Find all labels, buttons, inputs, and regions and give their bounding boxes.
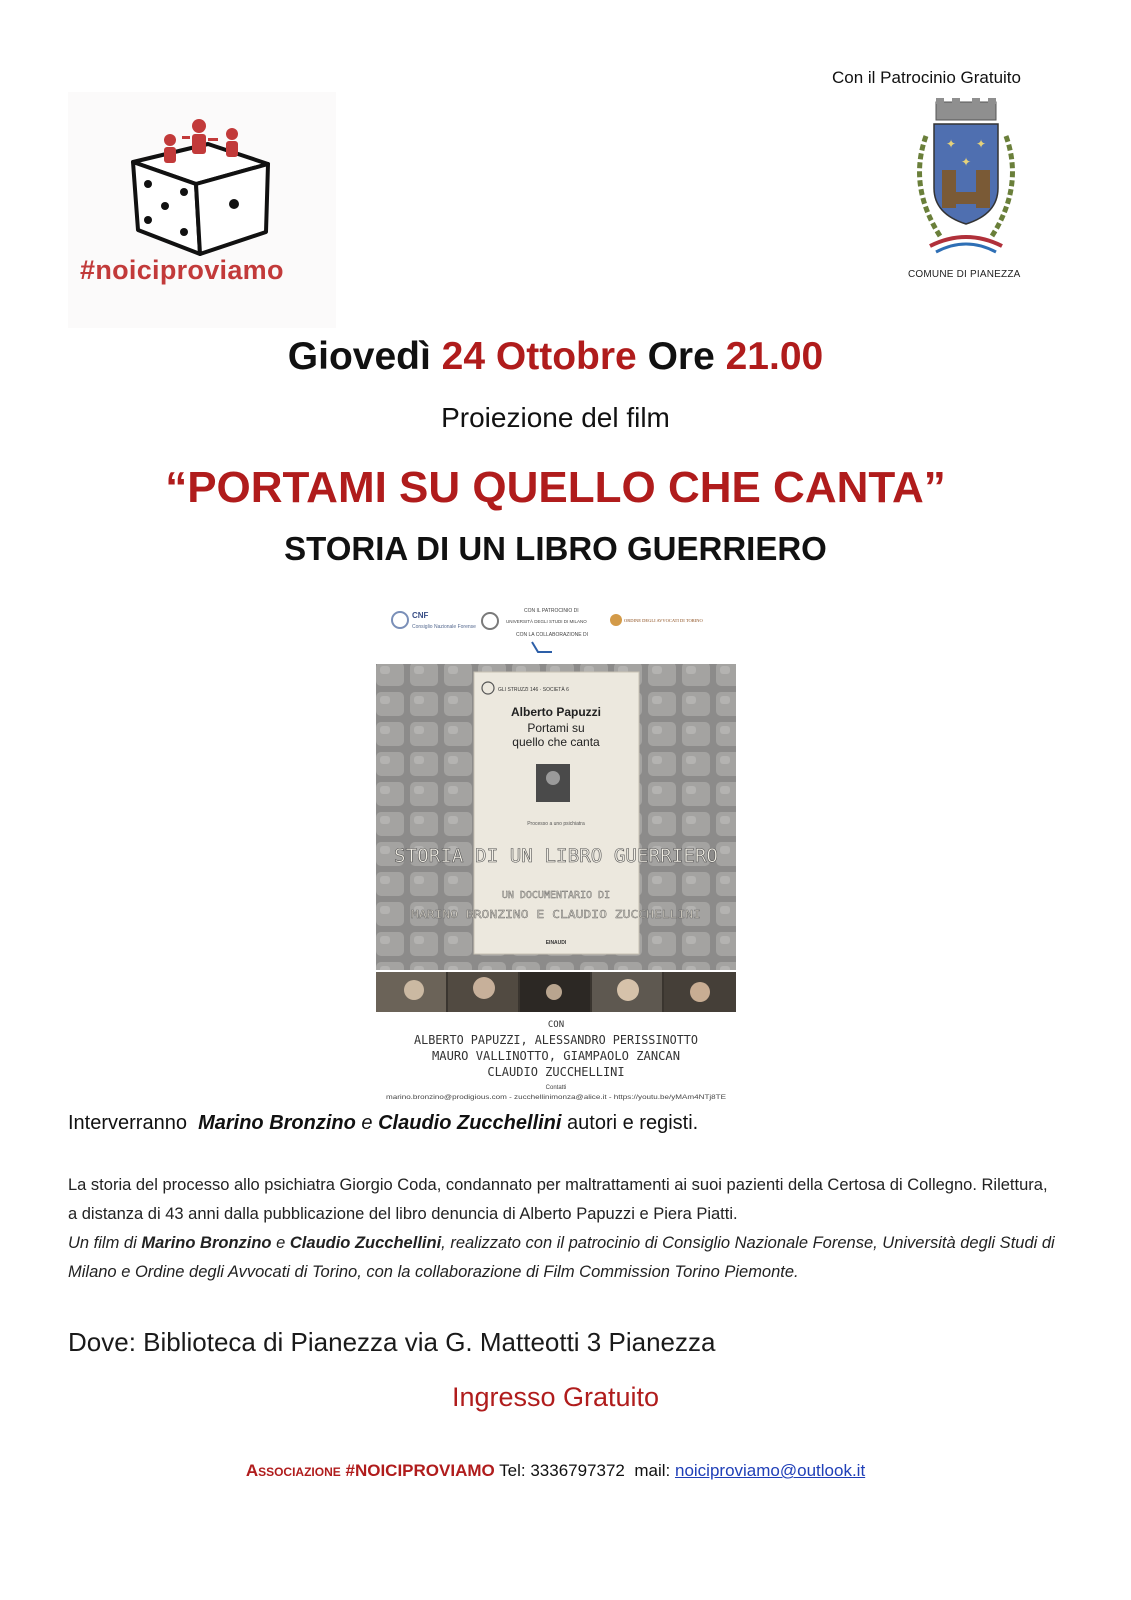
speakers-line — [68, 1112, 1068, 1135]
poster-credits-1: ALBERTO PAPUZZI, ALESSANDRO PERISSINOTTO — [414, 1033, 698, 1047]
credit-name-1: Marino Bronzino — [141, 1234, 272, 1252]
credit-rest: , realizzato con il patrocinio di Consiglio Nazionale Forense, Università degli Studi di Milano e Ordine degli Avvocati di Torino, con la collaborazione di Film Commission Torino Piemonte. — [68, 1234, 1055, 1281]
event-datetime — [0, 335, 1111, 379]
event-day: Giovedì — [287, 335, 431, 378]
film-subtitle: STORIA DI UN LIBRO GUERRIERO — [284, 530, 827, 567]
speakers-suffix: autori e registi. — [567, 1112, 699, 1134]
speakers-conj: e — [361, 1112, 373, 1134]
description-text: La storia del processo allo psichiatra Giorgio Coda, condannato per maltrattamenti ai suoi pazienti della Certosa di Collegno. Rilettura, a distanza di 43 anni dalla pubblicazione del libro denuncia di Alberto Papuzzi e Piera Piatti. — [68, 1176, 1048, 1223]
poster-book-author: Alberto Papuzzi — [510, 705, 602, 719]
speakers-prefix: Interverranno — [68, 1112, 187, 1134]
speaker-name-2: Claudio Zucchellini — [378, 1112, 562, 1134]
association-logo — [68, 92, 336, 328]
credit-prefix: Un film di — [68, 1234, 137, 1252]
speaker-name-1: Marino Bronzino — [198, 1112, 356, 1134]
event-time-label: Ore — [647, 335, 715, 378]
poster-credits-2: MAURO VALLINOTTO, GIAMPAOLO ZANCAN — [432, 1049, 680, 1063]
svg-text:✦: ✦ — [961, 155, 972, 169]
poster-bar: ORDINE DEGLI AVVOCATI DI TORINO — [624, 618, 703, 623]
logo-hashtag: #noiciproviamo — [80, 255, 284, 285]
description-credits — [68, 1229, 1058, 1287]
poster-book-note: Processo a uno psichiatra — [527, 821, 585, 827]
poster-contacts-head: Contatti — [545, 1085, 567, 1091]
entry-info: Ingresso Gratuito — [451, 1382, 660, 1412]
poster-book-series: GLI STRUZZI 146 · SOCIETÀ 6 — [498, 687, 569, 693]
poster-cnf: CNF — [412, 611, 429, 620]
event-time: 21.00 — [725, 335, 824, 378]
poster-publisher: EINAUDI — [545, 940, 567, 946]
crest-caption: COMUNE DI PIANEZZA — [908, 269, 1021, 280]
film-title: “PORTAMI SU QUELLO CHE CANTA” — [165, 463, 946, 512]
cnf-logo-icon — [392, 612, 408, 628]
event-intro: Proiezione del film — [441, 402, 670, 433]
svg-text:✦: ✦ — [946, 137, 957, 151]
svg-text:✦: ✦ — [976, 137, 987, 151]
poster-university: UNIVERSITÀ DEGLI STUDI DI MILANO — [506, 619, 587, 624]
venue: Dove: Biblioteca di Pianezza via G. Matteotti 3 Pianezza — [68, 1327, 716, 1357]
poster-book-title-2: quello che canta — [512, 735, 600, 749]
patronage-label: Con il Patrocinio Gratuito — [832, 68, 1021, 87]
film-description — [68, 1171, 1058, 1287]
footer-mail-link[interactable]: noiciproviamo@outlook.it — [674, 1461, 866, 1480]
credit-name-2: Claudio Zucchellini — [289, 1234, 442, 1252]
event-date: 24 Ottobre — [441, 335, 637, 378]
poster-doc-line-1: UN DOCUMENTARIO DI — [501, 890, 611, 901]
film-poster — [374, 600, 738, 1105]
poster-contacts: marino.bronzino@prodigious.com - zucchellinimonza@alice.it - https://youtu.be/yMAm4NTj8TE — [386, 1095, 726, 1101]
credit-conj: e — [276, 1234, 286, 1252]
footer-association: Associazione #NOICIPROVIAMO — [245, 1461, 495, 1480]
film-commission-icon — [532, 642, 552, 652]
footer-mail-label: mail: — [634, 1461, 671, 1480]
poster-credits-3: CLAUDIO ZUCCHELLINI — [487, 1065, 625, 1079]
poster-collab: CON LA COLLABORAZIONE DI — [516, 632, 588, 638]
municipal-crest-icon — [900, 96, 1032, 266]
footer-contacts — [0, 1461, 1111, 1481]
poster-doc-title: STORIA DI UN LIBRO GUERRIERO — [394, 845, 718, 867]
poster-patronage-line: CON IL PATROCINIO DI — [524, 608, 579, 614]
bar-association-icon — [610, 614, 622, 626]
university-seal-icon — [482, 613, 498, 629]
poster-credits-head: CON — [547, 1020, 565, 1030]
dice-with-people-icon — [68, 92, 336, 328]
poster-cnf-sub: Consiglio Nazionale Forense — [412, 624, 476, 630]
poster-book-title-1: Portami su — [527, 721, 585, 735]
footer-tel: Tel: 3336797372 — [499, 1461, 625, 1480]
poster-doc-line-2: MARINO BRONZINO E CLAUDIO ZUCCHELLINI — [411, 908, 701, 921]
